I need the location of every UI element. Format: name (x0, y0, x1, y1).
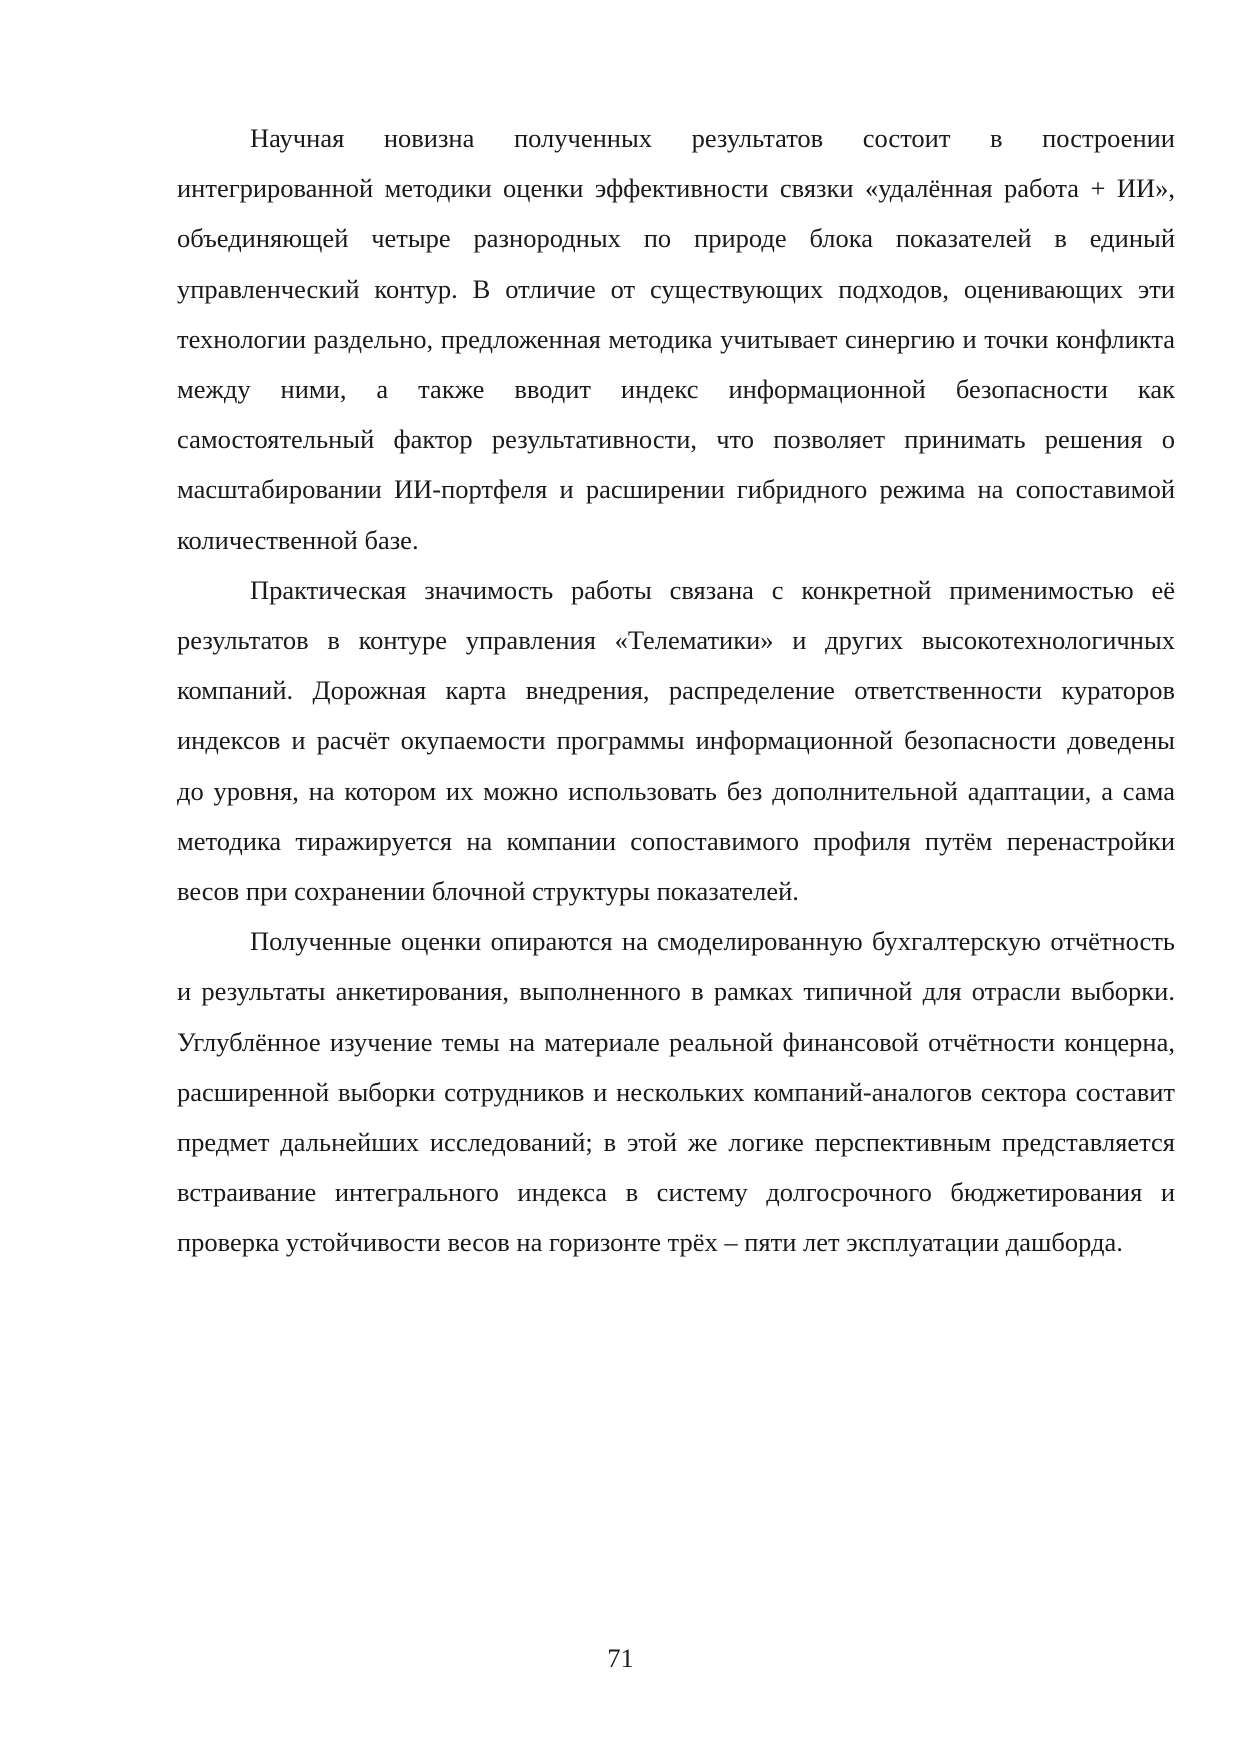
paragraph-scientific-novelty: Научная новизна полученных результатов состоит в построении интегрированной методики оценки эффективности связки «удалённая работа + ИИ», объединяющей четыре разнородных по природе блока показателей в единый управленческий контур. В отличие от существующих подходов, оценивающих эти технологии раздельно, предложенная методика учитывает синергию и точки конфликта между ними, а также вводит индекс информационной безопасности как самостоятельный фактор результативности, что позволяет принимать решения о масштабировании ИИ-портфеля и расширении гибридного режима на сопоставимой количественной базе. (177, 123, 1175, 555)
paragraph-practical-significance: Практическая значимость работы связана с конкретной применимостью её результатов в контуре управления «Телематики» и других высокотехнологичных компаний. Дорожная карта внедрения, распределение ответственности кураторов индексов и расчёт окупаемости программы информационной безопасности доведены до уровня, на котором их можно использовать без дополнительной адаптации, а сама методика тиражируется на компании сопоставимого профиля путём перенастройки весов при сохранении блочной структуры показателей. (177, 574, 1175, 907)
page-number: 71 (607, 1643, 634, 1673)
body-text (177, 113, 1175, 1268)
paragraph-limitations-and-further-research: Полученные оценки опираются на смоделированную бухгалтерскую отчётность и результаты анкетирования, выполненного в рамках типичной для отрасли выборки. Углублённое изучение темы на материале реальной финансовой отчётности концерна, расширенной выборки сотрудников и нескольких компаний-аналогов сектора составит предмет дальнейших исследований; в этой же логике перспективным представляется встраивание интегрального индекса в систему долгосрочного бюджетирования и проверка устойчивости весов на горизонте трёх – пяти лет эксплуатации дашборда. (177, 926, 1175, 1258)
